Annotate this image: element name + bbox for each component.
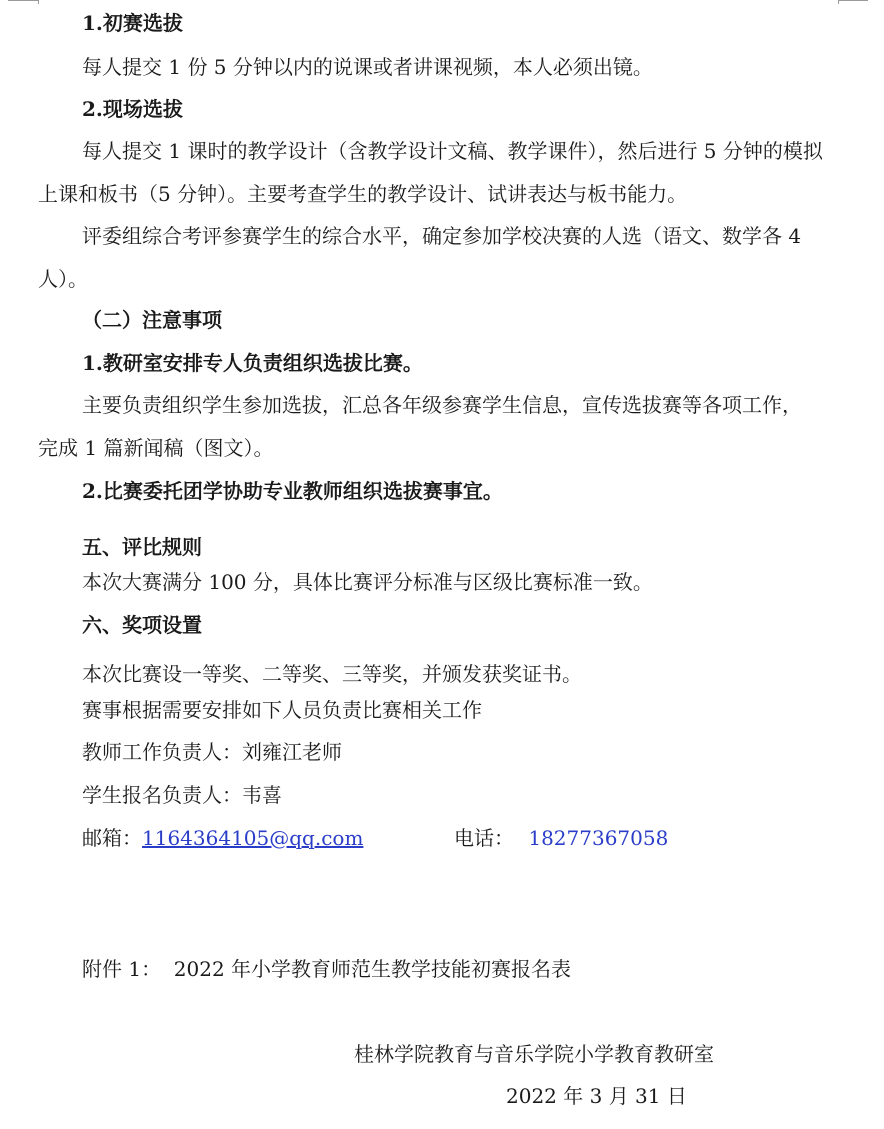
corner-mark-top-right <box>838 0 868 1</box>
paragraph-rules: 本次大赛满分 100 分，具体比赛评分标准与区级比赛标准一致。 <box>82 570 653 594</box>
note-1-paragraph-line-2: 完成 1 篇新闻稿（图文）。 <box>38 436 274 460</box>
teacher-contact: 教师工作负责人：刘雍江老师 <box>82 740 342 764</box>
section-heading-preliminary: 1.初赛选拔 <box>82 11 183 35</box>
paragraph-onsite-line-2: 上课和板书（5 分钟）。主要考查学生的教学设计、试讲表达与板书能力。 <box>38 182 688 206</box>
attachment-line: 附件 1： 2022 年小学教育师范生教学技能初赛报名表 <box>82 957 572 981</box>
section-heading-onsite: 2.现场选拔 <box>82 97 183 121</box>
section-heading-awards: 六、奖项设置 <box>82 613 202 637</box>
section-heading-notes: （二）注意事项 <box>82 308 222 332</box>
student-contact: 学生报名负责人：韦喜 <box>82 783 282 807</box>
section-heading-rules: 五、评比规则 <box>82 535 202 559</box>
paragraph-judging-line-1: 评委组综合考评参赛学生的综合水平，确定参加学校决赛的人选（语文、数学各 4 <box>82 224 802 248</box>
paragraph-staff-intro: 赛事根据需要安排如下人员负责比赛相关工作 <box>82 698 482 722</box>
paragraph-judging-line-2: 人）。 <box>38 267 88 291</box>
signature-date: 2022 年 3 月 31 日 <box>506 1084 687 1108</box>
phone-number: 18277367058 <box>528 826 669 850</box>
corner-mark-top-left-vertical <box>38 0 39 4</box>
signature-organization: 桂林学院教育与音乐学院小学教育教研室 <box>354 1042 714 1066</box>
phone-label: 电话： <box>454 826 514 850</box>
phone-row <box>454 824 668 852</box>
paragraph-preliminary: 每人提交 1 份 5 分钟以内的说课或者讲课视频，本人必须出镜。 <box>82 55 653 79</box>
email-link[interactable]: 1164364105@qq.com <box>142 826 364 850</box>
note-1-paragraph-line-1: 主要负责组织学生参加选拔，汇总各年级参赛学生信息，宣传选拔赛等各项工作， <box>82 393 802 417</box>
note-1-heading: 1.教研室安排专人负责组织选拔比赛。 <box>82 351 423 375</box>
corner-mark-top-right-vertical <box>838 0 839 4</box>
corner-mark-top-left <box>8 0 38 1</box>
note-2-heading: 2.比赛委托团学协助专业教师组织选拔赛事宜。 <box>82 479 503 503</box>
email-label: 邮箱： <box>82 826 142 850</box>
paragraph-onsite-line-1: 每人提交 1 课时的教学设计（含教学设计文稿、教学课件），然后进行 5 分钟的模拟 <box>82 139 823 163</box>
email-row <box>82 824 363 852</box>
paragraph-awards: 本次比赛设一等奖、二等奖、三等奖，并颁发获奖证书。 <box>82 662 582 686</box>
